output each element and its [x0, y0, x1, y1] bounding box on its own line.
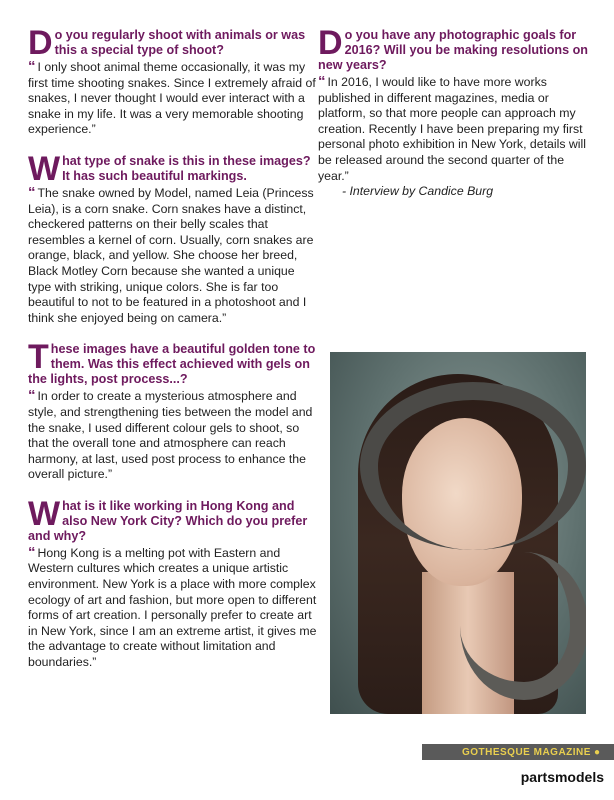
snake-coil-lower: [460, 552, 586, 700]
qa-block: [28, 338, 318, 483]
question-text: o you regularly shoot with animals or was this a special type of shoot?: [54, 28, 306, 57]
interview-answer: [28, 185, 318, 326]
watermark: partsmodels: [520, 769, 604, 785]
answer-text: I only shoot animal theme occasionally, it was my first time shooting snakes. Since I extremely afraid of snakes, I never thought I would ever interact with a snake in my life. It was a very memorable shooting experience.”: [28, 60, 316, 137]
answer-text: In order to create a mysterious atmosphere and style, and strengthening ties between the model and the snake, I used different colour gels to shoot, so that the overall tone and atmosphere can reach harmony, at last, used post process to enhance the overall picture.”: [28, 389, 313, 482]
interview-question: [318, 24, 588, 73]
qa-block: [28, 24, 318, 138]
question-text: hat is it like working in Hong Kong and also New York City? Which do you prefer and why?: [28, 498, 308, 543]
interview-credit: - Interview by Candice Burg: [342, 184, 494, 199]
interview-question: [28, 338, 318, 387]
question-text: hat type of snake is this in these images? It has such beautiful markings.: [62, 153, 311, 183]
drop-cap: T: [28, 338, 49, 377]
left-column: [28, 24, 318, 687]
drop-cap: D: [28, 24, 53, 62]
quote-icon: “: [318, 73, 325, 90]
question-text: hese images have a beautiful golden tone to them. Was this effect achieved with gels on the lights, post process...?: [28, 342, 316, 387]
qa-block: [28, 494, 318, 671]
interview-answer: [28, 388, 318, 483]
interview-answer: [28, 59, 318, 138]
right-column: [318, 24, 588, 214]
answer-text: In 2016, I would like to have more works published in different magazines, media or platform, so that more people can approach my creation. Recently I have been preparing my first personal photo exhibition in New York, details will be released around the second quarter of the year.”: [318, 75, 586, 183]
drop-cap: W: [28, 149, 61, 188]
answer-text: Hong Kong is a melting pot with Eastern and Western cultures which creates a unique artistic environment. New York is a place with more complex ecology of art and fashion, but more open to different forms of art creation. I personally prefer to create art in New York, since I am an extreme artist, it gives me the advantage to create without limitation and boundaries.”: [28, 545, 317, 670]
interview-answer: [318, 74, 588, 184]
quote-icon: “: [28, 387, 35, 405]
drop-cap: D: [318, 24, 343, 62]
snake-coil-upper: [360, 382, 586, 550]
drop-cap: W: [28, 494, 61, 533]
interview-question: [28, 494, 318, 544]
model-with-snake-photo: [330, 352, 586, 714]
quote-icon: “: [28, 543, 35, 561]
magazine-footer-bar: [422, 744, 614, 760]
answer-text: The snake owned by Model, named Leia (Princess Leia), is a corn snake. Corn snakes have a distinct, checkered patterns on their belly scales that resembles a kernel of corn. Usually, corn snakes are orange, black, and yellow. She choose her breed, Black Motley Corn because she wanted a unique type with striking, unique colors. She is far too beautiful to not to be featured in a photoshoot and I think she enjoyed being on camera.”: [28, 185, 314, 325]
magazine-name: GOTHESQUE MAGAZINE: [461, 746, 591, 758]
page-dot-icon: ●: [593, 746, 600, 758]
qa-block: [28, 149, 318, 326]
interview-question: [28, 24, 318, 62]
question-text: o you have any photographic goals for 2016? Will you be making resolutions on new years?: [318, 28, 588, 72]
quote-icon: “: [28, 183, 35, 201]
interview-question: [28, 149, 318, 188]
interview-answer: [28, 545, 318, 671]
qa-block: [318, 24, 588, 199]
quote-icon: “: [28, 58, 35, 75]
